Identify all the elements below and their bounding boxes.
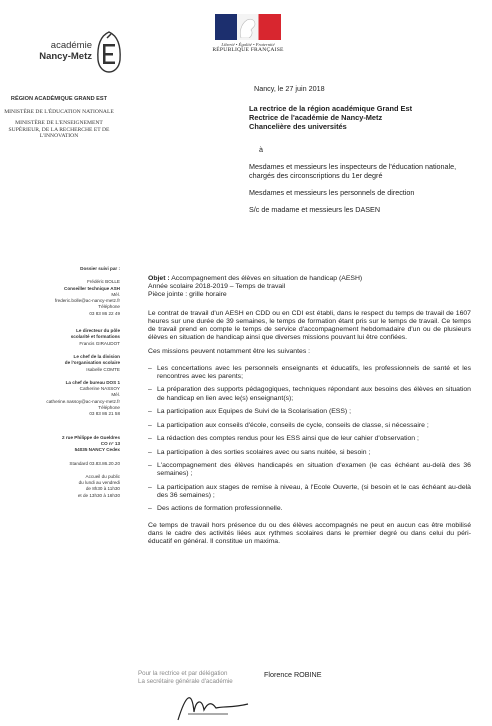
list-item: – La participation aux stages de remise à niveau, à l'Ecole Ouverte, (si besoin et le cas échéant au-delà des 36 semaines) ; (148, 484, 471, 500)
list-item: – La participation aux conseils d'école, conseils de cycle, conseils de classe, si nécessaire ; (148, 422, 471, 430)
marianne-e-emblem-icon (94, 30, 124, 74)
address-line: CO n° 13 (100, 440, 120, 446)
list-item: – La rédaction des comptes rendus pour les ESS ainsi que de leur cahier d'observation ; (148, 435, 471, 443)
republic-name: RÉPUBLIQUE FRANÇAISE (212, 47, 284, 53)
stamp-line: La secrétaire générale d'académie (138, 678, 233, 685)
addressees-block (249, 162, 475, 222)
list-item: – La participation à des sorties scolaires avec ou sans nuitée, si besoin ; (148, 449, 471, 457)
list-item: – L'accompagnement des élèves handicapés en situation d'examen (le cas échéant au-delà des 36 semaines) ; (148, 462, 471, 478)
signatory-name: Florence ROBINE (264, 670, 322, 679)
addressee-1: Mesdames et messieurs les inspecteurs de l'éducation nationale, chargés des circonscriptions du 1er degré (249, 162, 457, 180)
letter-date: Nancy, le 27 juin 2018 (254, 84, 325, 93)
contact-block-2 (8, 328, 120, 347)
followed-by-label: Dossier suivi par : (80, 266, 120, 271)
contact-block-1 (8, 266, 120, 317)
region-name: RÉGION ACADÉMIQUE GRAND EST (10, 96, 108, 102)
contact-role: Le directeur du pôle (76, 328, 120, 334)
opening-hours (8, 474, 120, 499)
list-item: – Des actions de formation professionnelle. (148, 505, 471, 513)
phone-label: Téléphone (98, 304, 120, 310)
republic-motto: Liberté • Égalité • Fraternité (221, 42, 275, 47)
contact-role: de l'organisation scolaire (64, 360, 120, 366)
contact-role: scolarité et formations (70, 334, 120, 340)
list-item: – La participation aux Equipes de Suivi de la Scolarisation (ESS) ; (148, 408, 471, 416)
school-year-line: Année scolaire 2018-2019 – Temps de travail (148, 283, 286, 291)
standard-phone: Standard 03.83.86.20.20 (69, 460, 120, 466)
contact-name: Frédéric BOLLE (87, 279, 120, 285)
contact-phone: 03 83 86 22 49 (89, 310, 120, 316)
addressee-3: S/c de madame et messieurs les DASEN (249, 205, 381, 214)
hours-line: de 8h30 à 11h30 (85, 486, 120, 492)
object-text: Accompagnement des élèves en situation de handicap (AESH) (171, 275, 363, 282)
sender-block (249, 104, 479, 132)
address-line: 2 rue Philippe de Gueldres (62, 434, 120, 440)
contact-sidebar (8, 266, 120, 506)
object-line (148, 275, 471, 283)
contact-email: catherine.nassoy@ac-nancy-metz.fr (46, 398, 120, 404)
list-item: – La préparation des supports pédagogiques, techniques répondant aux besoins des élèves en situation de handicap en lien avec le(s) enseignant(s); (148, 386, 471, 402)
republique-francaise-logo (203, 14, 293, 70)
sender-line1: La rectrice de la région académique Grand Est (249, 104, 413, 113)
missions-list (148, 365, 471, 514)
missions-intro: Ces missions peuvent notamment être les suivantes : (148, 348, 311, 356)
phone-label: Téléphone (98, 405, 120, 411)
contact-block-3 (8, 354, 120, 373)
contact-name: Francis GIRAUDOT (79, 340, 120, 346)
stamp-line: Pour la rectrice et par délégation (138, 670, 228, 677)
hours-line: Accueil du public (85, 473, 120, 479)
academie-logo-line1: académie (50, 40, 92, 51)
contact-block-4 (8, 380, 120, 418)
signature-block (138, 670, 388, 726)
sender-line2: Rectrice de l'académie de Nancy-Metz (249, 113, 383, 123)
ministry-education: MINISTÈRE DE L'ÉDUCATION NATIONALE (4, 108, 114, 115)
marianne-profile-icon (231, 16, 265, 38)
hours-line: du lundi au vendredi (78, 480, 120, 486)
contact-role: La chef de bureau DOS 1 (65, 379, 120, 385)
contact-phone: 03 83 86 21 58 (89, 411, 120, 417)
address-line: 54035 NANCY Cedex (74, 447, 120, 453)
contact-role: Conseiller technique ASH (64, 285, 120, 291)
addressee-2: Mesdames et messieurs les personnels de direction (249, 188, 415, 197)
sender-line3: Chancelière des universités (249, 122, 347, 132)
ministry-higher-education: MINISTÈRE DE L'ENSEIGNEMENT SUPÉRIEUR, DE LA RECHERCHE ET DE L'INNOVATION (8, 120, 110, 140)
paragraph-2: Ce temps de travail hors présence du ou des élèves accompagnés ne peut en aucun cas être mobilisé dans le cadre des activités liées aux rythmes scolaires dans le premier degré ou dans celui du péri-éducatif en général. Il constitue un maxima. (148, 521, 471, 546)
postal-address (8, 435, 120, 454)
paragraph-1: Le contrat de travail d'un AESH en CDD ou en CDI est établi, dans le respect du temps de travail de 1607 heures sur une durée de 39 semaines, le temps de formation étant pris sur le temps de travail. Ce temps de travail prend en compte le temps de service d'accompagnement hebdomadaire d'un ou de plusieurs élèves en situation de handicap ainsi que diverses missions pouvant lui être confiées. (148, 309, 471, 342)
list-item: – Les concertations avec les personnels enseignants et éducatifs, les professionnels de santé et les rencontres avec les parents; (148, 365, 471, 381)
handwritten-signature-icon (168, 684, 258, 724)
academie-logo-line2: Nancy-Metz (39, 51, 92, 62)
contact-name: Isabelle COMTE (86, 366, 120, 372)
tricolor-flag-icon (215, 14, 281, 40)
attachment-line: Pièce jointe : grille horaire (148, 291, 227, 299)
contact-email: frederic.bolle@ac-nancy-metz.fr (54, 298, 120, 304)
mel-label: Mél. (111, 392, 120, 398)
academie-logo (22, 30, 142, 82)
contact-name: Catherine NASSOY (79, 386, 120, 392)
to-marker: à (259, 145, 263, 154)
object-label: Objet : (148, 275, 170, 282)
hours-line: et de 13h30 à 16h30 (77, 492, 120, 498)
mel-label: Mél. (111, 291, 120, 297)
ministries-block (4, 96, 114, 145)
letter-body (148, 275, 471, 552)
contact-role: Le chef de la division (73, 353, 120, 359)
